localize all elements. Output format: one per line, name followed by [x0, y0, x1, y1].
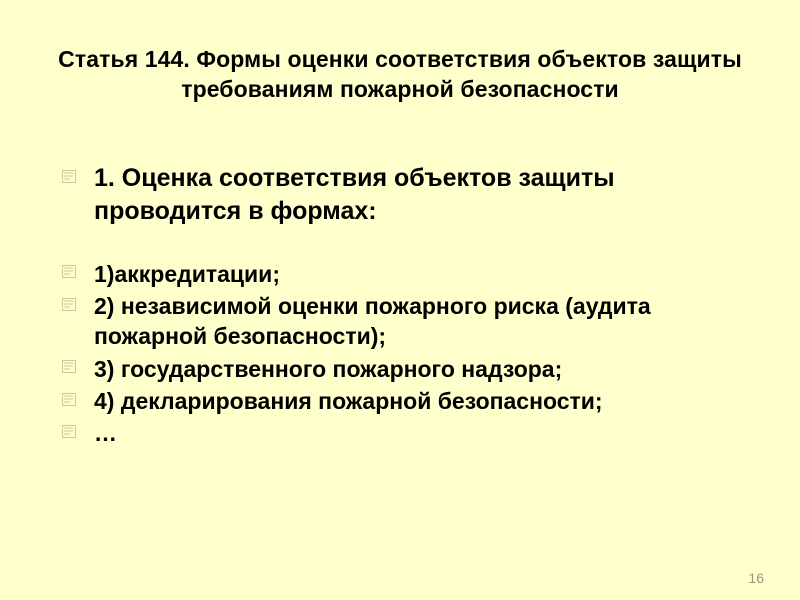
list-item-label: 4) декларирования пожарной безопасности; — [94, 387, 603, 414]
list-spacer — [50, 229, 760, 259]
list-item-label: 1)аккредитации; — [94, 260, 280, 287]
list-item-label: 3) государственного пожарного надзора; — [94, 355, 563, 382]
list-item — [50, 386, 760, 416]
bullet-marker-icon — [62, 265, 76, 278]
slide-number: 16 — [748, 570, 764, 586]
bullet-marker-icon — [62, 425, 76, 438]
bullet-marker-icon — [62, 393, 76, 406]
list-item — [50, 162, 760, 229]
bullet-marker-icon — [62, 298, 76, 311]
page-title: Статья 144. Формы оценки соответствия объектов защиты требованиям пожарной безопасности — [58, 46, 742, 103]
list-item — [50, 354, 760, 384]
bullet-list — [50, 162, 760, 449]
bullet-marker-icon — [62, 360, 76, 373]
bullet-marker-icon — [62, 170, 76, 183]
list-item — [50, 259, 760, 289]
list-item-label: 2) независимой оценки пожарного риска (аудита пожарной безопасности); — [94, 292, 651, 350]
list-item-label: … — [94, 420, 117, 447]
list-item-label: 1. Оценка соответствия объектов защиты проводится в формах: — [94, 164, 615, 226]
list-item — [50, 418, 760, 448]
list-item — [50, 291, 760, 352]
